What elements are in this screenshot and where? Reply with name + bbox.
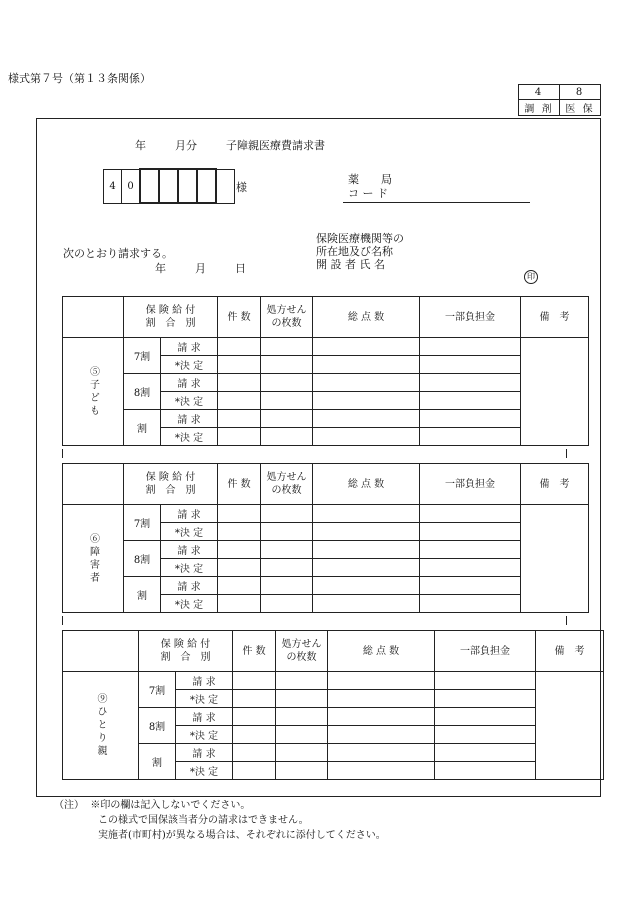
header-count (218, 464, 261, 505)
header-label: の枚数 (271, 485, 302, 496)
header-label: の枚数 (286, 652, 317, 663)
count-cell[interactable] (218, 559, 261, 577)
copay-cell[interactable] (420, 338, 521, 356)
institution-line1: 保険医療機関等の (316, 232, 404, 245)
prescriptions-cell[interactable] (261, 523, 313, 541)
claim-label: 請 求 (161, 338, 218, 356)
form-number: 様式第７号（第１３条関係） (8, 72, 151, 85)
header-total-points (313, 297, 420, 338)
claim-row (63, 672, 604, 690)
total-points-cell[interactable] (313, 577, 420, 595)
copay-cell[interactable] (435, 744, 536, 762)
decision-label: *決 定 (161, 356, 218, 374)
prescriptions-cell[interactable] (261, 428, 313, 446)
copay-cell[interactable] (420, 428, 521, 446)
claim-label: 請 求 (176, 672, 233, 690)
date-day: 日 (235, 262, 246, 275)
prescriptions-cell[interactable] (261, 374, 313, 392)
rate-label: 割 (124, 410, 161, 446)
claim-label: 請 求 (161, 374, 218, 392)
section-separator (62, 449, 567, 458)
copay-cell[interactable] (420, 523, 521, 541)
header-label: 保 険 給 付 (145, 305, 196, 316)
pharmacy-code-line2: コ ー ド (348, 187, 388, 200)
copay-cell[interactable] (435, 690, 536, 708)
header-label: 備 考 (554, 645, 585, 657)
header-count (218, 297, 261, 338)
count-cell[interactable] (218, 541, 261, 559)
notes (54, 798, 386, 843)
decision-label: *決 定 (161, 523, 218, 541)
total-points-cell[interactable] (328, 744, 435, 762)
prescriptions-cell[interactable] (261, 356, 313, 374)
total-points-cell[interactable] (328, 690, 435, 708)
prescriptions-cell[interactable] (261, 338, 313, 356)
header-blank (63, 464, 124, 505)
copay-cell[interactable] (420, 356, 521, 374)
count-cell[interactable] (218, 392, 261, 410)
prescriptions-cell[interactable] (276, 726, 328, 744)
pharmacy-code-field[interactable] (343, 202, 530, 203)
claim-section-table (62, 463, 589, 613)
copay-cell[interactable] (420, 541, 521, 559)
rate-label: 7割 (139, 672, 176, 708)
prescriptions-cell[interactable] (261, 410, 313, 428)
header-label: 総 点 数 (347, 478, 385, 490)
claim-label: 請 求 (161, 541, 218, 559)
header-prescriptions (261, 464, 313, 505)
decision-label: *決 定 (176, 762, 233, 780)
total-points-cell[interactable] (328, 726, 435, 744)
header-remarks (536, 631, 604, 672)
institution-line3: 開 設 者 氏 名 (316, 258, 385, 271)
total-points-cell[interactable] (313, 595, 420, 613)
count-cell[interactable] (233, 690, 276, 708)
prescriptions-cell[interactable] (276, 672, 328, 690)
header-label: 総 点 数 (362, 645, 400, 657)
insurer-digit: 0 (122, 169, 141, 203)
claim-row (63, 744, 604, 762)
header-label: 保 険 給 付 (145, 472, 196, 483)
prescriptions-cell[interactable] (276, 708, 328, 726)
header-remarks (521, 464, 589, 505)
claim-label: 請 求 (176, 744, 233, 762)
decision-label: *決 定 (161, 595, 218, 613)
insurer-digit-input[interactable] (216, 169, 235, 203)
header-label: 処方せん (281, 639, 322, 650)
decision-label: *決 定 (161, 428, 218, 446)
remarks-cell[interactable] (521, 338, 589, 446)
total-points-cell[interactable] (313, 410, 420, 428)
total-points-cell[interactable] (313, 374, 420, 392)
prescriptions-cell[interactable] (276, 690, 328, 708)
category-label: ⑥障害者 (63, 505, 124, 613)
header-label: 一部負担金 (460, 645, 510, 657)
claim-row (63, 505, 589, 523)
copay-cell[interactable] (420, 505, 521, 523)
header-copay (420, 297, 521, 338)
copay-cell[interactable] (435, 762, 536, 780)
note-line: ※印の欄は記入しないでください。 (90, 800, 251, 811)
claim-label: 請 求 (176, 708, 233, 726)
copay-cell[interactable] (420, 392, 521, 410)
count-cell[interactable] (233, 726, 276, 744)
copay-cell[interactable] (420, 577, 521, 595)
header-blank (63, 631, 139, 672)
seal-icon: 印 (524, 270, 538, 284)
header-benefit-ratio (124, 297, 218, 338)
rate-label: 割 (139, 744, 176, 780)
claim-label: 請 求 (161, 505, 218, 523)
header-benefit-ratio (124, 464, 218, 505)
form-title (135, 137, 325, 153)
count-cell[interactable] (218, 374, 261, 392)
prescriptions-cell[interactable] (261, 505, 313, 523)
copay-cell[interactable] (435, 708, 536, 726)
insurer-digit-input[interactable] (178, 169, 197, 203)
count-cell[interactable] (218, 595, 261, 613)
insurer-number-boxes (103, 168, 235, 204)
header-blank (63, 297, 124, 338)
total-points-cell[interactable] (328, 762, 435, 780)
decision-label: *決 定 (176, 690, 233, 708)
prescriptions-cell[interactable] (261, 559, 313, 577)
header-label: 件 数 (227, 478, 251, 490)
header-label: 割 合 別 (160, 652, 211, 663)
prescriptions-cell[interactable] (261, 577, 313, 595)
decision-label: *決 定 (161, 559, 218, 577)
prescriptions-cell[interactable] (276, 744, 328, 762)
header-total-points (313, 464, 420, 505)
institution-line2: 所在地及び名称 (316, 245, 393, 258)
claim-section-table (62, 630, 604, 780)
count-cell[interactable] (218, 410, 261, 428)
header-remarks (521, 297, 589, 338)
header-label: の枚数 (271, 318, 302, 329)
header-copay (435, 631, 536, 672)
rate-label: 割 (124, 577, 161, 613)
count-cell[interactable] (233, 762, 276, 780)
header-label: 割 合 別 (145, 485, 196, 496)
header-label: 保 険 給 付 (160, 639, 211, 650)
note-line: この様式で国保該当者分の請求はできません。 (98, 815, 309, 826)
pharmacy-code-label (348, 173, 392, 201)
rate-label: 8割 (139, 708, 176, 744)
count-cell[interactable] (218, 338, 261, 356)
code-box-value: 4 (519, 85, 560, 100)
category-label: ⑤子ども (63, 338, 124, 446)
note-line: 実施者(市町村)が異なる場合は、それぞれに添付してください。 (98, 830, 386, 841)
header-label: 割 合 別 (145, 318, 196, 329)
rate-label: 8割 (124, 541, 161, 577)
request-text: 次のとおり請求する。 (63, 247, 173, 260)
rate-label: 7割 (124, 338, 161, 374)
header-prescriptions (276, 631, 328, 672)
copay-cell[interactable] (420, 559, 521, 577)
claim-row (63, 577, 589, 595)
copay-cell[interactable] (435, 726, 536, 744)
count-cell[interactable] (218, 428, 261, 446)
claim-row (63, 338, 589, 356)
date-month: 月 (195, 262, 206, 275)
title-year: 年 (135, 139, 146, 152)
claim-label: 請 求 (161, 577, 218, 595)
header-count (233, 631, 276, 672)
claim-section-table (62, 296, 589, 446)
date-year: 年 (155, 262, 166, 275)
header-label: 一部負担金 (445, 478, 495, 490)
claim-row (63, 410, 589, 428)
code-box (518, 84, 601, 116)
header-label: 一部負担金 (445, 311, 495, 323)
header-copay (420, 464, 521, 505)
insurer-digit-input[interactable] (140, 169, 159, 203)
total-points-cell[interactable] (313, 338, 420, 356)
count-cell[interactable] (218, 577, 261, 595)
copay-cell[interactable] (420, 374, 521, 392)
total-points-cell[interactable] (313, 505, 420, 523)
total-points-cell[interactable] (313, 392, 420, 410)
title-name: 子障親医療費請求書 (226, 139, 325, 152)
header-label: 処方せん (266, 305, 307, 316)
header-total-points (328, 631, 435, 672)
claim-label: 請 求 (161, 410, 218, 428)
claim-row (63, 374, 589, 392)
total-points-cell[interactable] (313, 541, 420, 559)
rate-label: 7割 (124, 505, 161, 541)
prescriptions-cell[interactable] (261, 392, 313, 410)
insurer-digit: 4 (104, 169, 122, 203)
decision-label: *決 定 (176, 726, 233, 744)
header-label: 総 点 数 (347, 311, 385, 323)
prescriptions-cell[interactable] (261, 541, 313, 559)
count-cell[interactable] (218, 523, 261, 541)
count-cell[interactable] (233, 744, 276, 762)
count-cell[interactable] (218, 505, 261, 523)
section-separator (62, 616, 567, 625)
remarks-cell[interactable] (521, 505, 589, 613)
copay-cell[interactable] (435, 672, 536, 690)
header-prescriptions (261, 297, 313, 338)
total-points-cell[interactable] (313, 559, 420, 577)
prescriptions-cell[interactable] (276, 762, 328, 780)
title-month: 月分 (175, 139, 197, 152)
header-label: 件 数 (242, 645, 266, 657)
header-benefit-ratio (139, 631, 233, 672)
claim-row (63, 541, 589, 559)
honorific: 様 (236, 181, 247, 194)
claim-row (63, 708, 604, 726)
pharmacy-code-line1: 薬 局 (348, 173, 392, 186)
total-points-cell[interactable] (328, 708, 435, 726)
header-label: 処方せん (266, 472, 307, 483)
count-cell[interactable] (233, 672, 276, 690)
category-label: ⑨ひとり親 (63, 672, 139, 780)
insurer-digit-input[interactable] (197, 169, 216, 203)
notes-prefix: （注） (54, 800, 84, 811)
institution-labels (316, 232, 404, 271)
decision-label: *決 定 (161, 392, 218, 410)
count-cell[interactable] (218, 356, 261, 374)
request-date (155, 260, 246, 276)
prescriptions-cell[interactable] (261, 595, 313, 613)
header-label: 備 考 (539, 311, 570, 323)
total-points-cell[interactable] (313, 523, 420, 541)
copay-cell[interactable] (420, 595, 521, 613)
code-box-value: 8 (560, 85, 601, 100)
remarks-cell[interactable] (536, 672, 604, 780)
insurer-digit-input[interactable] (159, 169, 178, 203)
code-box-label: 医 保 (560, 100, 601, 116)
total-points-cell[interactable] (313, 428, 420, 446)
total-points-cell[interactable] (328, 672, 435, 690)
copay-cell[interactable] (420, 410, 521, 428)
total-points-cell[interactable] (313, 356, 420, 374)
header-label: 件 数 (227, 311, 251, 323)
code-box-label: 調 剤 (519, 100, 560, 116)
rate-label: 8割 (124, 374, 161, 410)
header-label: 備 考 (539, 478, 570, 490)
count-cell[interactable] (233, 708, 276, 726)
